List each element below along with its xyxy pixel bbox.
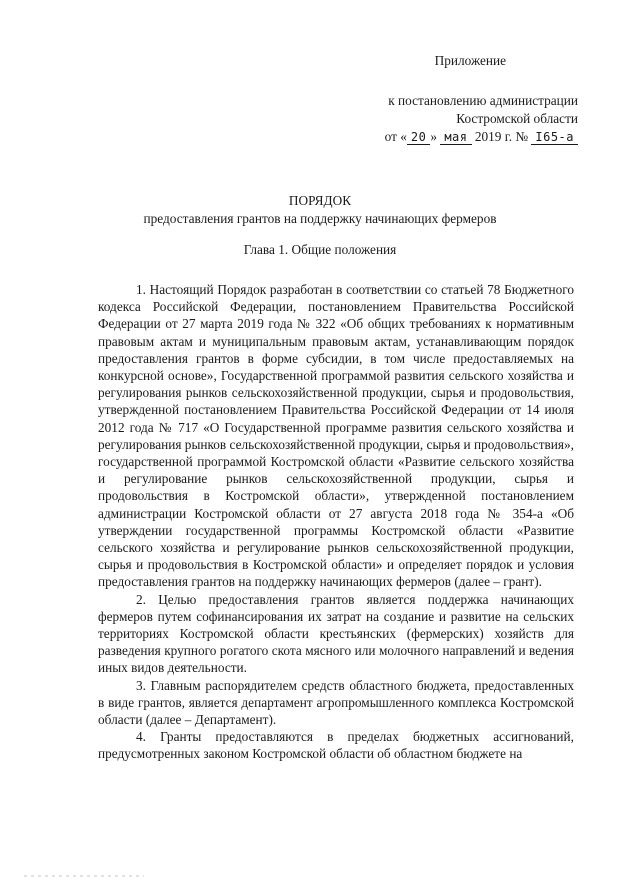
appendix-line-1: к постановлению администрации	[388, 93, 578, 108]
date-mid: »	[430, 129, 437, 144]
appendix-block	[278, 52, 578, 146]
handwritten-month: мая	[440, 130, 471, 145]
title-subtitle: предоставления грантов на поддержку начинающих фермеров	[143, 211, 497, 226]
handwritten-day: 20	[407, 130, 430, 145]
handwritten-number: I65-а	[531, 130, 578, 145]
appendix-heading: Приложение	[434, 53, 506, 68]
paragraph-2: 2. Целью предоставления грантов является поддержка начинающих фермеров путем софинансирования их затрат на создание и развитие на сельских территориях Костромской области крестьянских (фермерских) хозяйств для разведения крупного рогатого скота мясного или молочного направлений и ведения иных видов деятельности.	[98, 591, 574, 676]
date-prefix: от «	[384, 129, 407, 144]
document-body	[98, 281, 574, 763]
appendix-line-2: Костромской области	[456, 111, 578, 126]
date-suffix: 2019 г. №	[474, 129, 529, 144]
scan-artifact	[24, 875, 144, 877]
paragraph-1: 1. Настоящий Порядок разработан в соответствии со статьей 78 Бюджетного кодекса Российской Федерации, постановлением Правительства Российской Федерации от 27 марта 2019 года № 322 «Об общих требованиях к нормативным правовым актам и муниципальным правовым актам, устанавливающим порядок предоставления грантов в форме субсидии, в том числе предоставляемых на конкурсной основе», Государственной программой развития сельского хозяйства и регулирования рынков сельскохозяйственной продукции, сырья и продовольствия, утвержденной постановлением Правительства Российской Федерации от 14 июля 2012 года № 717 «О Государственной программе развития сельского хозяйства и регулирования рынков сельскохозяйственной продукции, сырья и продовольствия», государственной программой Костромской области «Развитие сельского хозяйства и регулирование рынков сельскохозяйственной продукции, сырья и продовольствия в Костромской области», утвержденной постановлением администрации Костромской области от 27 августа 2018 года № 354-а «Об утверждении государственной программы Костромской области «Развитие сельского хозяйства и регулирование рынков сельскохозяйственной продукции, сырья и продовольствия в Костромской области» и определяет порядок и условия предоставления грантов на поддержку начинающих фермеров (далее – грант).	[98, 282, 574, 590]
title-main: ПОРЯДОК	[288, 193, 352, 208]
appendix-date-line	[278, 128, 578, 146]
paragraph-4: 4. Гранты предоставляются в пределах бюджетных ассигнований, предусмотренных законом Костромской области об областном бюджете на	[98, 729, 574, 762]
document-title	[0, 192, 640, 228]
chapter-heading: Глава 1. Общие положения	[243, 242, 397, 257]
paragraph-3: 3. Главным распорядителем средств областного бюджета, предоставленных в виде грантов, является департамент агропромышленного комплекса Костромской области (далее – Департамент).	[98, 677, 574, 728]
